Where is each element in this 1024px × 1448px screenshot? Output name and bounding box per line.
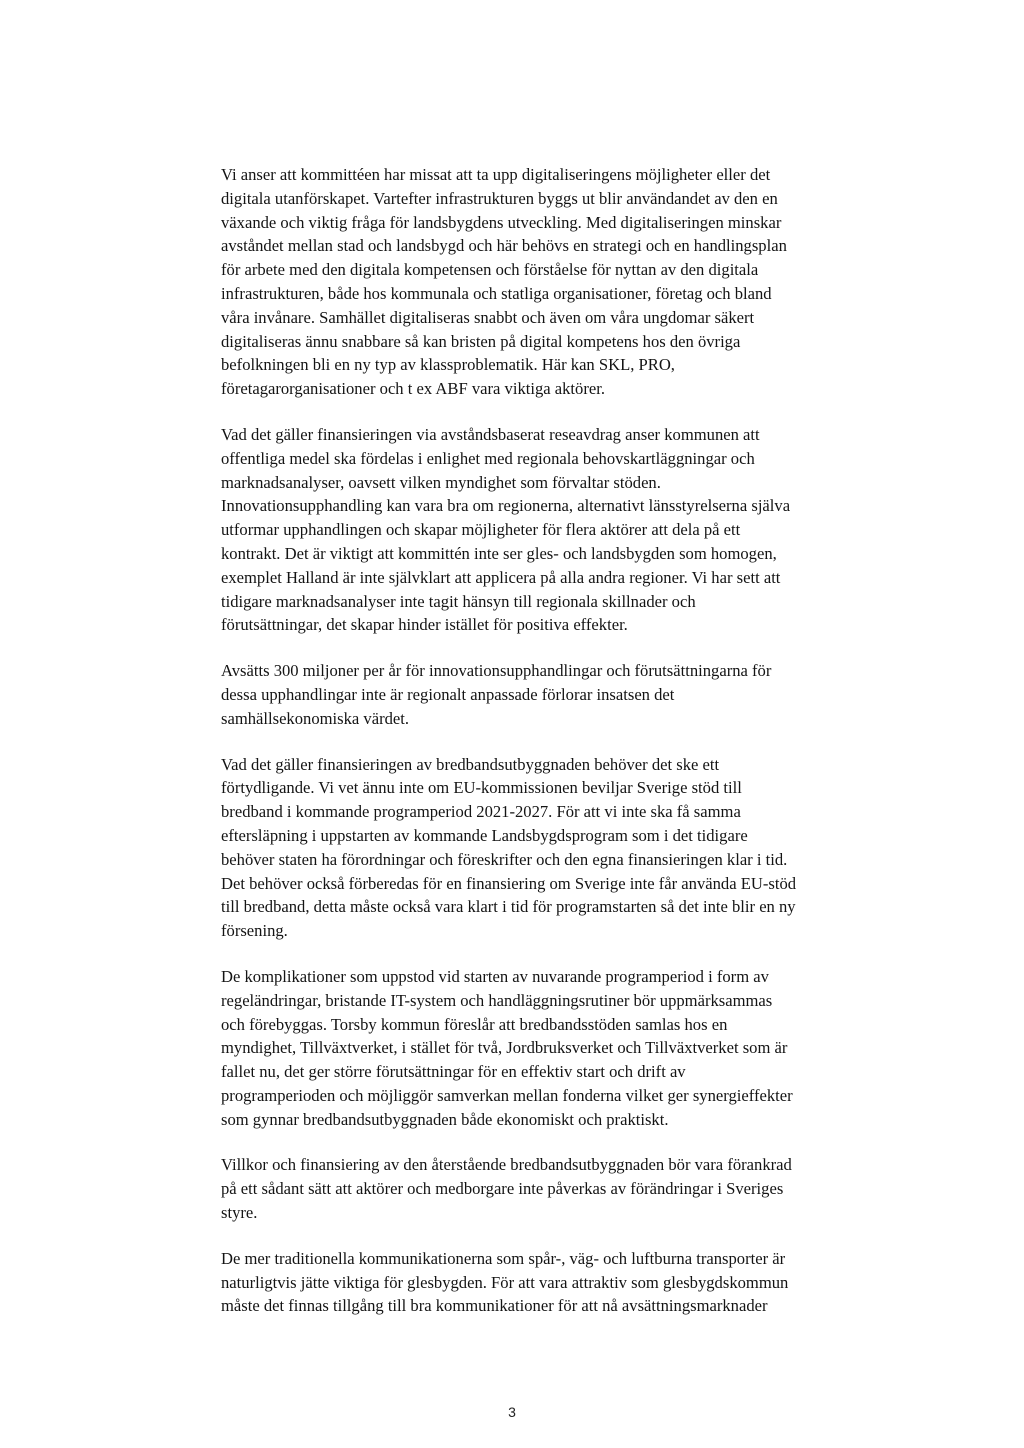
text-line: utformar upphandlingen och skapar möjligheter för flera aktörer att dela på ett <box>221 520 741 540</box>
text-line: digitala utanförskapet. Vartefter infrastrukturen byggs ut blir användandet av den en <box>221 188 778 208</box>
text-line: naturligtvis jätte viktiga för glesbygden. För att vara attraktiv som glesbygdskommun <box>221 1272 789 1292</box>
paragraph-broadband-financing <box>221 753 921 943</box>
text-line: kontrakt. Det är viktigt att kommittén inte ser gles- och landsbygden som homogen, <box>221 543 777 563</box>
text-line: Vad det gäller finansieringen via avståndsbaserat reseavdrag anser kommunen att <box>221 424 760 444</box>
document-body <box>221 163 921 1340</box>
text-line: myndighet, Tillväxtverket, i stället för två, Jordbruksverket och Tillväxtverket som är <box>221 1038 788 1058</box>
text-line: tidigare marknadsanalyser inte tagit hänsyn till regionala skillnader och <box>221 591 696 611</box>
text-line: växande och viktig fråga för landsbygdens utveckling. Med digitaliseringen minskar <box>221 212 782 232</box>
text-line: De mer traditionella kommunikationerna som spår-, väg- och luftburna transporter är <box>221 1248 786 1268</box>
text-line: på ett sådant sätt att aktörer och medborgare inte påverkas av förändringar i Sveriges <box>221 1179 784 1199</box>
text-line: regeländringar, bristande IT-system och handläggningsrutiner bör uppmärksammas <box>221 990 773 1010</box>
text-line: digitaliseras ännu snabbare så kan bristen på digital kompetens hos den övriga <box>221 331 741 351</box>
text-line: exemplet Halland är inte självklart att applicera på alla andra regioner. Vi har sett att <box>221 567 781 587</box>
text-line: infrastrukturen, både hos kommunala och statliga organisationer, företag och bland <box>221 283 772 303</box>
paragraph-conditions <box>221 1153 921 1224</box>
paragraph-travel-deduction <box>221 423 921 637</box>
text-line: Innovationsupphandling kan vara bra om regionerna, alternativt länsstyrelserna själva <box>221 496 791 516</box>
text-line: bredband i kommande programperiod 2021-2027. För att vi inte ska få samma <box>221 802 741 822</box>
text-line: Vi anser att kommittéen har missat att ta upp digitaliseringens möjligheter eller det <box>221 165 771 184</box>
text-line: måste det finnas tillgång till bra kommunikationer för att nå avsättningsmarknader <box>221 1296 768 1316</box>
text-line: befolkningen bli en ny typ av klassproblematik. Här kan SKL, PRO, <box>221 355 675 375</box>
text-line: programperioden och möjliggör samverkan mellan fonderna vilket ger synergieffekter <box>221 1085 793 1105</box>
paragraph-digitalization <box>221 163 921 401</box>
text-line: Avsätts 300 miljoner per år för innovationsupphandlingar och förutsättningarna för <box>221 661 772 681</box>
paragraph-innovation-procurement <box>221 659 921 730</box>
paragraph-complications <box>221 965 921 1132</box>
text-line: Det behöver också förberedas för en finansiering om Sverige inte får använda EU-stöd <box>221 873 797 893</box>
text-line: våra invånare. Samhället digitaliseras snabbt och även om våra ungdomar säkert <box>221 307 755 327</box>
text-line: som gynnar bredbandsutbyggnaden både ekonomiskt och praktiskt. <box>221 1109 669 1129</box>
text-line: för arbete med den digitala kompetensen och förståelse för nyttan av den digitala <box>221 260 759 280</box>
text-line: Villkor och finansiering av den återstående bredbandsutbyggnaden bör vara förankrad <box>221 1155 792 1175</box>
text-line: avståndet mellan stad och landsbygd och här behövs en strategi och en handlingsplan <box>221 236 787 256</box>
text-line: De komplikationer som uppstod vid starten av nuvarande programperiod i form av <box>221 966 769 986</box>
text-line: styre. <box>221 1203 258 1223</box>
paragraph-transport <box>221 1247 921 1318</box>
text-line: företagarorganisationer och t ex ABF vara viktiga aktörer. <box>221 379 605 399</box>
text-line: fallet nu, det ger större förutsättningar för en effektiv start och drift av <box>221 1062 686 1082</box>
text-line: eftersläpning i uppstarten av kommande Landsbygdsprogram som i det tidigare <box>221 825 748 845</box>
text-line: samhällsekonomiska värdet. <box>221 708 410 728</box>
text-line: till bredband, detta måste också vara klart i tid för programstarten så det inte blir en ny <box>221 897 796 917</box>
text-line: behöver staten ha förordningar och föreskrifter och den egna finansieringen klar i tid. <box>221 849 788 869</box>
text-line: marknadsanalyser, oavsett vilken myndighet som förvaltar stöden. <box>221 472 661 492</box>
text-line: dessa upphandlingar inte är regionalt anpassade förlorar insatsen det <box>221 684 675 704</box>
text-line: förtydligande. Vi vet ännu inte om EU-kommissionen beviljar Sverige stöd till <box>221 778 742 798</box>
text-line: offentliga medel ska fördelas i enlighet med regionala behovskartläggningar och <box>221 448 755 468</box>
text-line: förutsättningar, det skapar hinder istället för positiva effekter. <box>221 615 628 635</box>
text-line: försening. <box>221 921 288 941</box>
text-line: Vad det gäller finansieringen av bredbandsutbyggnaden behöver det ske ett <box>221 754 720 774</box>
text-line: och förebyggas. Torsby kommun föreslår att bredbandsstöden samlas hos en <box>221 1014 728 1034</box>
page-number: 3 <box>508 1404 516 1420</box>
